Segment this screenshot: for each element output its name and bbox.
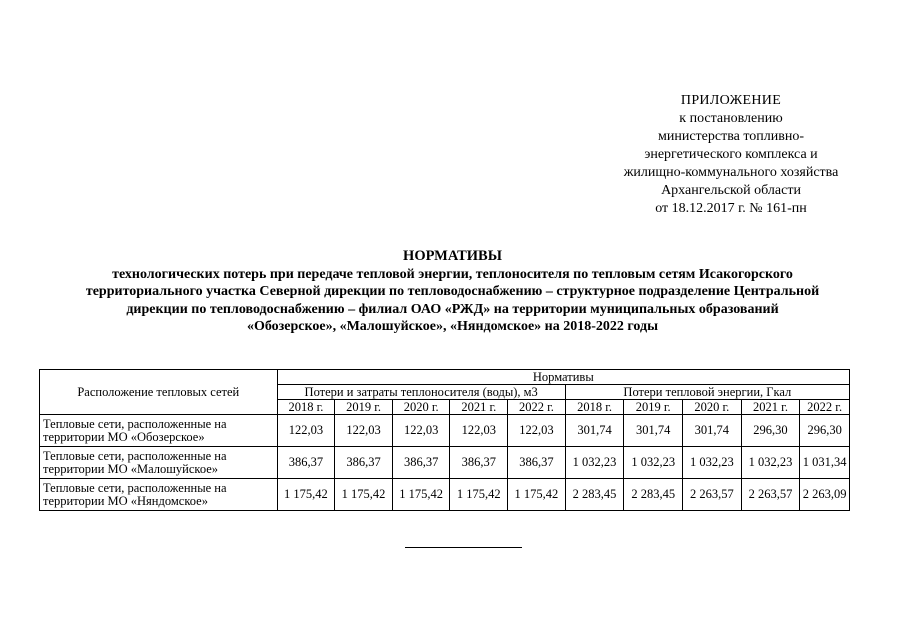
water-value-cell: 1 175,42 (277, 479, 335, 511)
appendix-line: Архангельской области (661, 183, 801, 198)
appendix-line: к постановлению (679, 111, 783, 126)
heat-value-cell: 2 283,45 (565, 479, 624, 511)
water-value-cell: 122,03 (392, 415, 450, 447)
end-divider (405, 547, 522, 548)
heat-value-cell: 296,30 (741, 415, 800, 447)
water-value-cell: 122,03 (450, 415, 508, 447)
water-value-cell: 386,37 (508, 447, 566, 479)
heat-value-cell: 296,30 (800, 415, 850, 447)
heat-value-cell: 2 283,45 (624, 479, 683, 511)
heading-line: территориального участка Северной дирекции по тепловодоснабжению – структурное подразделение Центральной (85, 284, 820, 299)
appendix-line: энергетического комплекса и (644, 147, 818, 162)
year-header: 2020 г. (392, 400, 450, 415)
location-header: Расположение тепловых сетей (40, 370, 278, 415)
water-value-cell: 1 175,42 (450, 479, 508, 511)
heat-value-cell: 2 263,57 (683, 479, 742, 511)
year-header: 2021 г. (450, 400, 508, 415)
water-value-cell: 122,03 (508, 415, 566, 447)
heading-line: дирекции по тепловодоснабжению – филиал ОАО «РЖД» на территории муниципальных образований (126, 301, 779, 317)
heat-value-cell: 1 031,34 (800, 447, 850, 479)
norms-header: Нормативы (277, 370, 849, 385)
year-header: 2018 г. (565, 400, 624, 415)
water-value-cell: 122,03 (277, 415, 335, 447)
document-heading (30, 248, 875, 336)
year-header: 2019 г. (624, 400, 683, 415)
water-value-cell: 386,37 (450, 447, 508, 479)
heat-value-cell: 2 263,09 (800, 479, 850, 511)
location-cell: Тепловые сети, расположенные на территории МО «Няндомское» (40, 479, 278, 511)
year-header: 2022 г. (800, 400, 850, 415)
year-header: 2019 г. (335, 400, 393, 415)
appendix-line: от 18.12.2017 г. № 161-пн (655, 201, 807, 216)
document-title: НОРМАТИВЫ (403, 248, 502, 264)
heat-value-cell: 1 032,23 (741, 447, 800, 479)
heading-line: «Обозерское», «Малошуйское», «Няндомское» на 2018-2022 годы (246, 319, 659, 334)
appendix-line: жилищно-коммунального хозяйства (623, 165, 839, 180)
water-value-cell: 1 175,42 (392, 479, 450, 511)
year-header: 2021 г. (741, 400, 800, 415)
water-value-cell: 386,37 (392, 447, 450, 479)
heat-group-header: Потери тепловой энергии, Гкал (565, 385, 849, 400)
appendix-block (600, 92, 862, 218)
heat-value-cell: 301,74 (565, 415, 624, 447)
heat-value-cell: 1 032,23 (683, 447, 742, 479)
water-group-header: Потери и затраты теплоносителя (воды), м3 (277, 385, 565, 400)
heat-value-cell: 301,74 (683, 415, 742, 447)
appendix-line: министерства топливно- (657, 129, 805, 144)
table-row (40, 479, 850, 511)
water-value-cell: 386,37 (277, 447, 335, 479)
heat-value-cell: 1 032,23 (624, 447, 683, 479)
table-row (40, 415, 850, 447)
water-value-cell: 1 175,42 (508, 479, 566, 511)
water-value-cell: 386,37 (335, 447, 393, 479)
year-header: 2020 г. (683, 400, 742, 415)
heat-value-cell: 1 032,23 (565, 447, 624, 479)
norms-table (39, 369, 850, 511)
heat-value-cell: 2 263,57 (741, 479, 800, 511)
heat-value-cell: 301,74 (624, 415, 683, 447)
location-cell: Тепловые сети, расположенные на территории МО «Обозерское» (40, 415, 278, 447)
table-row (40, 447, 850, 479)
water-value-cell: 1 175,42 (335, 479, 393, 511)
heading-line: технологических потерь при передаче тепловой энергии, теплоносителя по тепловым сетям Исакогорского (112, 266, 793, 282)
year-header: 2018 г. (277, 400, 335, 415)
year-header: 2022 г. (508, 400, 566, 415)
water-value-cell: 122,03 (335, 415, 393, 447)
location-cell: Тепловые сети, расположенные на территории МО «Малошуйское» (40, 447, 278, 479)
appendix-title: ПРИЛОЖЕНИЕ (680, 93, 782, 108)
